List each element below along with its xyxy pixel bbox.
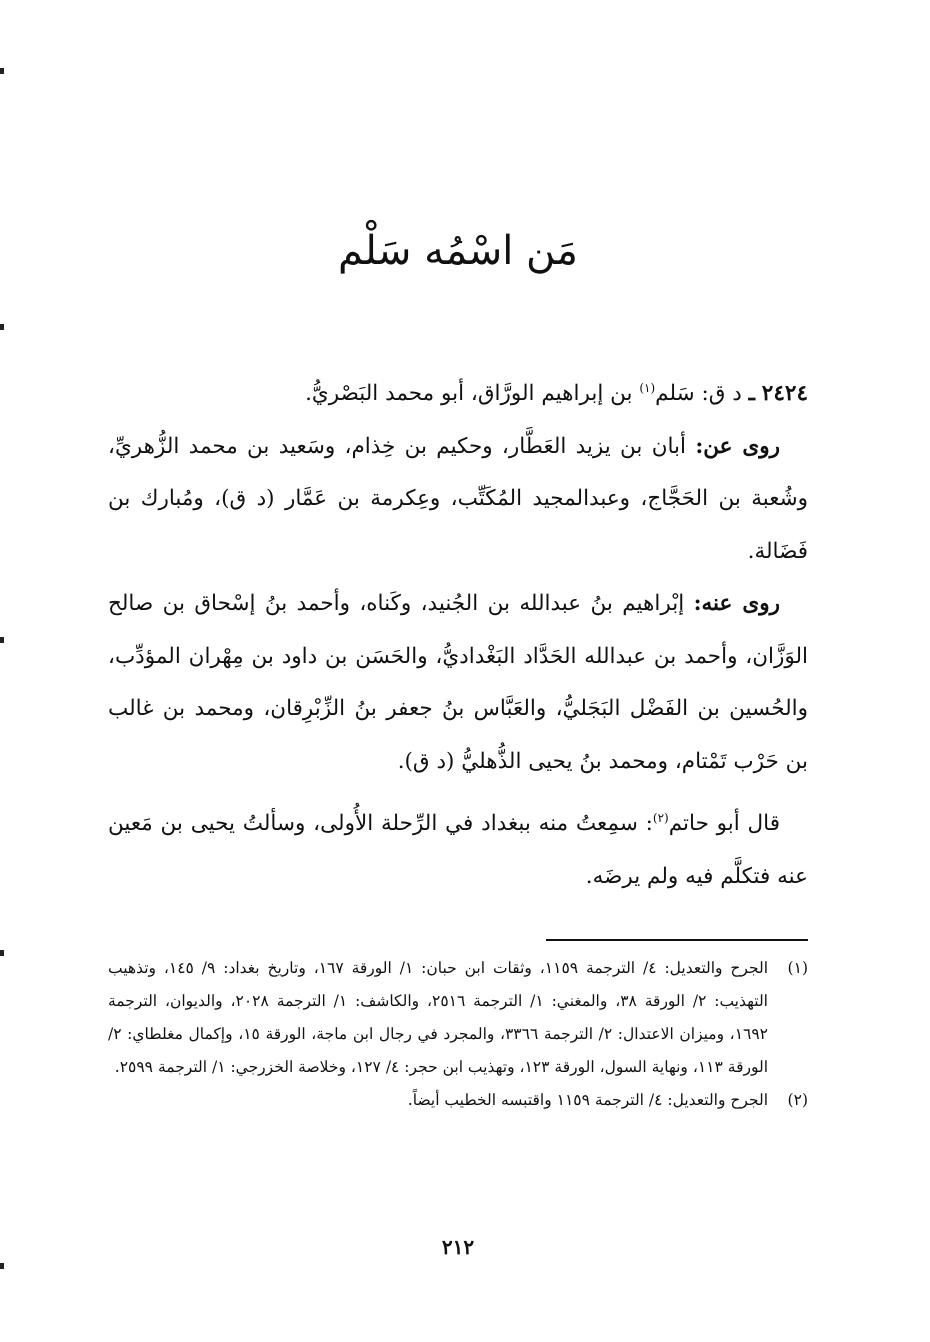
narrated-by-text: إبْراهيم بنُ عبدالله بن الجُنيد، وكَناه، وأحمد بنُ إسْحاق بن صالح الوَزَّان، وأحمد بن عبدالله الحَدَّاد البَغْداديُّ، والحَسَن بن داود بن مِهْران المؤدِّب، والحُسين بن الفَضْل البَجَليُّ، والعَبَّاس بنُ جعفر بنُ الزِّبْرِقان، ومحمد بن غالب بن حَرْب تَمْتام، ومحمد بنُ يحيى الذُّهليُّ (د ق).: [108, 591, 808, 774]
narrated-from-text: أبان بن يزيد العَطَّار، وحكيم بن خِذام، وسَعيد بن محمد الزُّهريِّ، وشُعبة بن الحَجَّاج، وعبدالمجيد المُكَتِّب، وعِكرمة بن عَمَّار (د ق)، ومُبارك بن فَضَالة.: [108, 433, 808, 564]
entry-dash: ـ: [748, 381, 755, 406]
margin-mark: [0, 1263, 4, 1269]
entry-name-rest: بن إبراهيم الورَّاق، أبو محمد البَصْريُّ.: [305, 381, 633, 406]
entry-name: سَلم: [655, 381, 695, 406]
quote-prefix: قال أبو حاتم: [668, 811, 780, 836]
section-heading: مَن اسْمُه سَلْم: [338, 228, 578, 274]
entry-symbols: د ق:: [701, 381, 742, 406]
footnote-number: (١): [787, 959, 808, 977]
footnote-1: [108, 952, 808, 1084]
quote-text: : سمِعتُ منه ببغداد في الرِّحلة الأُولى، وسألتُ يحيى بن مَعين عنه فتكلَّم فيه ولم يرضَه.: [108, 811, 808, 889]
margin-mark: [0, 324, 4, 330]
entry-title-line: [108, 368, 808, 421]
narrated-from-label: روى عن:: [695, 433, 780, 459]
margin-mark: [0, 637, 4, 643]
footnote-number: (٢): [787, 1091, 808, 1109]
narrated-by-label: روى عنه:: [693, 591, 781, 616]
entry-number: ٢٤٢٤: [761, 381, 808, 406]
footnote-ref-2: (٢): [652, 810, 669, 825]
page-number: ٢١٢: [441, 1235, 475, 1259]
book-page: [108, 0, 808, 1342]
entry-body: [108, 368, 808, 903]
narrated-from-paragraph: [108, 421, 808, 579]
footnote-separator: [546, 939, 808, 941]
quote-paragraph: [108, 798, 808, 903]
footnote-text: الجرح والتعديل: ٤/ الترجمة ١١٥٩ واقتبسه الخطيب أيضاً.: [407, 1091, 768, 1109]
footnote-ref-1: (١): [639, 380, 656, 395]
footnote-2: [108, 1084, 808, 1117]
footnotes: [108, 952, 808, 1117]
narrated-by-paragraph: [108, 578, 808, 788]
margin-mark: [0, 68, 4, 74]
margin-mark: [0, 950, 4, 956]
footnote-text: الجرح والتعديل: ٤/ الترجمة ١١٥٩، وثقات ابن حبان: ١/ الورقة ١٦٧، وتاريخ بغداد: ٩/ ١٤٥، وتذهيب التهذيب: ٢/ الورقة ٣٨، والمغني: ١/ الترجمة ٢٥١٦، والكاشف: ١/ الترجمة ٢٠٢٨، والديوان، الترجمة ١٦٩٢، وميزان الاعتدال: ٢/ الترجمة ٣٣٦٦، والمجرد في رجال ابن ماجة، الورقة ١٥، وإكمال مغلطاي: ٢/ الورقة ١١٣، ونهاية السول، الورقة ١٢٣، وتهذيب ابن حجر: ٤/ ١٢٧، وخلاصة الخزرجي: ١/ الترجمة ٢٥٩٩.: [108, 959, 769, 1076]
